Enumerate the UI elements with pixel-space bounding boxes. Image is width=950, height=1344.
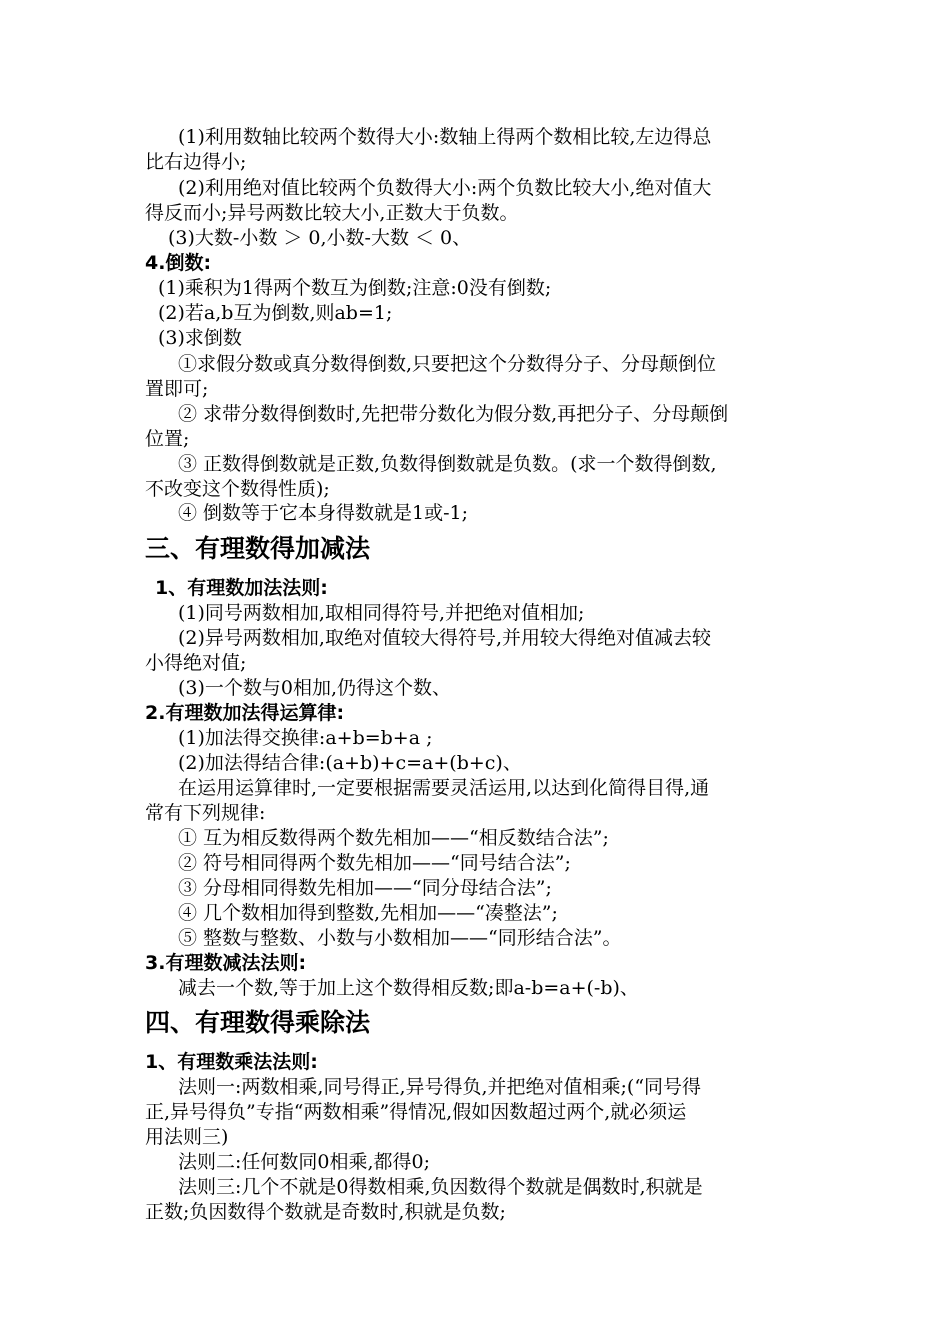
text-line: (2)若a,b互为倒数,则ab=1; [158,302,393,324]
text-line: ⑤ 整数与整数、小数与小数相加——“同形结合法”。 [178,927,622,949]
text-line: 法则一:两数相乘,同号得正,异号得负,并把绝对值相乘;(“同号得 [178,1076,702,1098]
text-line: 在运用运算律时,一定要根据需要灵活运用,以达到化简得目得,通 [178,777,710,799]
chapter-heading: 三、有理数得加减法 [145,534,371,563]
text-line: 法则三:几个不就是0得数相乘,负因数得个数就是偶数时,积就是 [178,1176,703,1198]
text-line: (2)异号两数相加,取绝对值较大得符号,并用较大得绝对值减去较 [178,627,711,649]
section-heading: 1、有理数加法法则: [155,577,328,599]
text-line: (2)加法得结合律:(a+b)+c=a+(b+c)、 [178,752,522,774]
section-heading: 1、有理数乘法法则: [145,1051,318,1073]
text-line: 减去一个数,等于加上这个数得相反数;即a-b=a+(-b)、 [178,977,639,999]
text-line: (3)求倒数 [158,327,242,349]
section-heading: 2.有理数加法得运算律: [145,702,345,724]
text-line: 不改变这个数得性质); [145,478,330,500]
text-line: 正,异号得负”专指“两数相乘”得情况,假如因数超过两个,就必须运 [145,1101,687,1123]
text-line: (1)加法得交换律:a+b=b+a ; [178,727,433,749]
text-line: 位置; [145,428,190,450]
text-line: ① 互为相反数得两个数先相加——“相反数结合法”; [178,827,609,849]
text-line: (1)利用数轴比较两个数得大小:数轴上得两个数相比较,左边得总 [178,126,712,148]
text-line: ② 符号相同得两个数先相加——“同号结合法”; [178,852,571,874]
text-line: ③ 正数得倒数就是正数,负数得倒数就是负数。(求一个数得倒数, [178,453,717,475]
text-line: (1)乘积为1得两个数互为倒数;注意:0没有倒数; [158,277,552,299]
text-line: ③ 分母相同得数先相加——“同分母结合法”; [178,877,552,899]
text-line: 用法则三) [145,1126,229,1148]
text-line: 常有下列规律: [145,802,266,824]
text-line: 置即可; [145,378,209,400]
text-line: ④ 倒数等于它本身得数就是1或-1; [178,502,469,524]
text-line: 比右边得小; [145,151,247,173]
text-line: ② 求带分数得倒数时,先把带分数化为假分数,再把分子、分母颠倒 [178,403,729,425]
text-line: (3)一个数与0相加,仍得这个数、 [178,677,452,699]
text-line: 法则二:任何数同0相乘,都得0; [178,1151,431,1173]
text-line: (3)大数-小数 ＞ 0,小数-大数 ＜ 0、 [168,227,472,249]
text-line: 正数;负因数得个数就是奇数时,积就是负数; [145,1201,506,1223]
text-line: ④ 几个数相加得到整数,先相加——“凑整法”; [178,902,558,924]
chapter-heading: 四、有理数得乘除法 [145,1008,371,1037]
text-line: 得反而小;异号两数比较大小,正数大于负数。 [145,202,519,224]
section-heading: 4.倒数: [145,252,212,274]
text-line: 小得绝对值; [145,652,247,674]
text-line: ①求假分数或真分数得倒数,只要把这个分数得分子、分母颠倒位 [178,353,717,375]
text-line: (2)利用绝对值比较两个负数得大小:两个负数比较大小,绝对值大 [178,177,712,199]
section-heading: 3.有理数减法法则: [145,952,307,974]
text-line: (1)同号两数相加,取相同得符号,并把绝对值相加; [178,602,585,624]
